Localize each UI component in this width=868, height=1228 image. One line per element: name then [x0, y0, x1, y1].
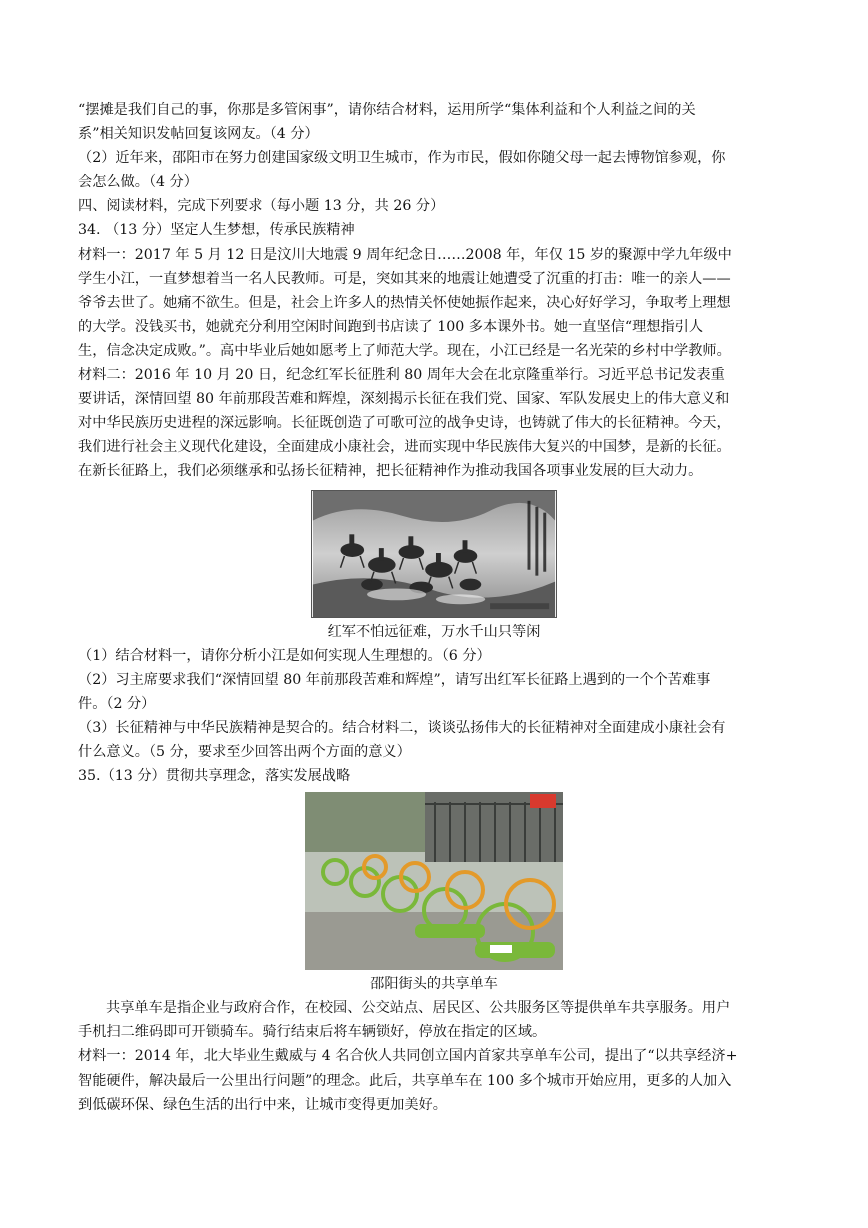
text-line: 会怎么做。（4 分） [78, 174, 198, 191]
red-army-figure [78, 484, 790, 644]
material-two-line: 要讲话，深情回望 80 年前那段苦难和辉煌，深刻揭示长征在我们党、国家、军队发展史上的伟大意义和 [78, 391, 730, 408]
material-two-line: 我们进行社会主义现代化建设，全面建成小康社会，进而实现中华民族伟大复兴的中国梦，是新的长征。 [78, 439, 731, 456]
material-one-line: 到低碳环保、绿色生活的出行中来，让城市变得更加美好。 [78, 1096, 447, 1113]
shared-bikes-photo-image [305, 792, 563, 970]
red-army-painting-image [311, 490, 557, 618]
sub-question-3: （3）长征精神与中华民族精神是契合的。结合材料二，谈谈弘扬伟大的长征精神对全面建成小康社会有 [78, 719, 726, 736]
sub-question-2: （2）习主席要求我们“深情回望 80 年前那段苦难和辉煌”，请写出红军长征路上遇到的一个个苦难事 [78, 671, 711, 688]
material-one-line: 爷爷去世了。她痛不欲生。但是，社会上许多人的热情关怀使她振作起来，决心好好学习，争取考上理想 [78, 294, 731, 311]
material-one-line: 材料一：2014 年，北大毕业生戴威与 4 名合伙人共同创立国内首家共享单车公司，提出了“以共享经济+ [78, 1048, 738, 1065]
bikes-caption: 邵阳街头的共享单车 [370, 976, 498, 993]
material-two-line: 对中华民族历史进程的深远影响。长征既创造了可歌可泣的战争史诗，也铸就了伟大的长征精神。今天， [78, 415, 731, 432]
material-one-line: 的大学。没钱买书，她就充分利用空闲时间跑到书店读了 100 多本课外书。她一直坚信“理想指引人 [78, 318, 704, 335]
shared-bikes-figure [78, 788, 790, 996]
material-one-line: 智能硬件，解决最后一公里出行问题”的理念。此后，共享单车在 100 多个城市开始应用，更多的人加入 [78, 1072, 732, 1089]
document-page [78, 98, 790, 1117]
text-line: 什么意义。（5 分，要求至少回答出两个方面的意义） [78, 743, 411, 760]
intro-paragraph-line: 共享单车是指企业与政府合作，在校园、公交站点、居民区、公共服务区等提供单车共享服务。用户 [106, 1000, 731, 1017]
section-heading: 四、阅读材料，完成下列要求（每小题 13 分，共 26 分） [78, 198, 445, 215]
material-two-line: 在新长征路上，我们必须继承和弘扬长征精神，把长征精神作为推动我国各项事业发展的巨大动力。 [78, 463, 703, 480]
question-34-title: 34. （13 分）坚定人生梦想，传承民族精神 [78, 222, 355, 239]
text-line: “摆摊是我们自己的事，你那是多管闲事”，请你结合材料，运用所学“集体利益和个人利益之间的关 [78, 102, 696, 118]
material-two-line: 材料二：2016 年 10 月 20 日，纪念红军长征胜利 80 周年大会在北京隆重举行。习近平总书记发表重 [78, 367, 725, 384]
sub-question-1: （1）结合材料一，请你分析小江是如何实现人生理想的。（6 分） [78, 647, 491, 664]
intro-paragraph-line: 手机扫二维码即可开锁骑车。骑行结束后将车辆锁好，停放在指定的区域。 [78, 1024, 547, 1041]
question-2: （2）近年来，邵阳市在努力创建国家级文明卫生城市，作为市民，假如你随父母一起去博物馆参观，你 [78, 150, 726, 167]
text-line: 件。（2 分） [78, 695, 156, 712]
material-one-line: 生，信念决定成败。”。高中毕业后她如愿考上了师范大学。现在，小江已经是一名光荣的乡村中学教师。 [78, 342, 731, 359]
painting-caption: 红军不怕远征难，万水千山只等闲 [327, 623, 541, 640]
material-one-line: 材料一：2017 年 5 月 12 日是汶川大地震 9 周年纪念日……2008 年，年仅 15 岁的聚源中学九年级中 [78, 246, 732, 263]
material-one-line: 学生小江，一直梦想着当一名人民教师。可是，突如其来的地震让她遭受了沉重的打击：唯一的亲人—— [78, 270, 731, 287]
question-35-title: 35.（13 分）贯彻共享理念，落实发展战略 [78, 768, 351, 785]
text-line: 系”相关知识发帖回复该网友。（4 分） [78, 126, 319, 143]
